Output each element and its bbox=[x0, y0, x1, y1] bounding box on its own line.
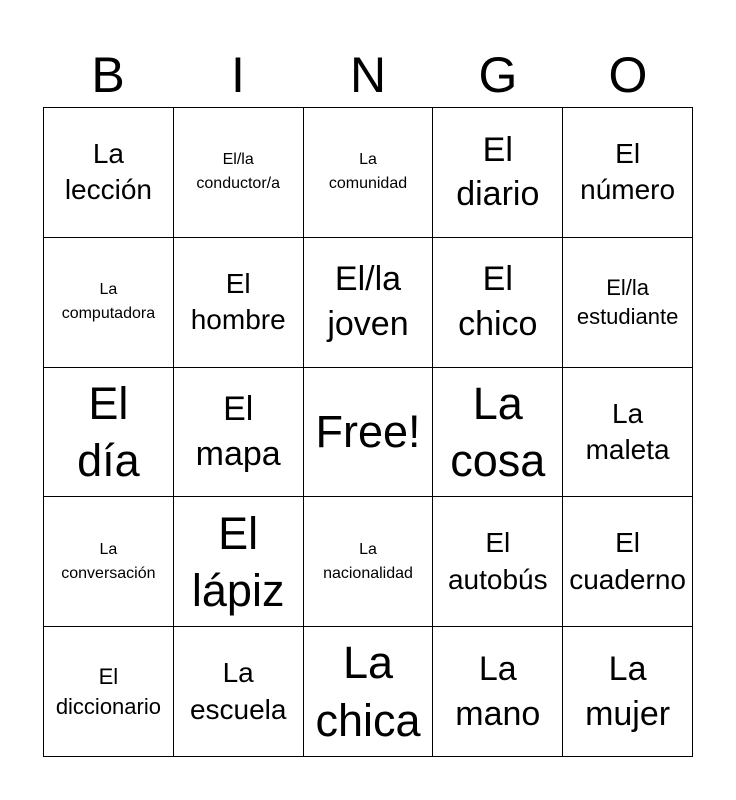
header-letter-n: N bbox=[349, 47, 387, 103]
bingo-cell[interactable] bbox=[563, 108, 693, 238]
bingo-cell[interactable] bbox=[304, 627, 434, 757]
bingo-cell[interactable] bbox=[174, 108, 304, 238]
header-letter-i: I bbox=[231, 47, 245, 103]
bingo-cell[interactable] bbox=[174, 627, 304, 757]
bingo-cell-label: El lápiz bbox=[191, 507, 285, 616]
bingo-cell-label: Free! bbox=[315, 406, 421, 458]
bingo-cell-label: El autobús bbox=[447, 527, 548, 595]
bingo-cell[interactable] bbox=[44, 108, 174, 238]
bingo-cell-label: El diario bbox=[456, 130, 540, 214]
bingo-cell[interactable] bbox=[433, 108, 563, 238]
bingo-cell-label: El/la conductor/a bbox=[196, 151, 280, 193]
bingo-cell-label: El cuaderno bbox=[569, 527, 686, 595]
bingo-cell[interactable] bbox=[304, 497, 434, 627]
bingo-cell[interactable] bbox=[44, 238, 174, 368]
bingo-cell-label: El diccionario bbox=[55, 663, 161, 719]
bingo-cell-label: La nacionalidad bbox=[323, 540, 413, 582]
bingo-cell[interactable] bbox=[304, 368, 434, 498]
bingo-cell[interactable] bbox=[433, 497, 563, 627]
bingo-cell-label: El mapa bbox=[195, 390, 281, 473]
bingo-cell[interactable] bbox=[563, 497, 693, 627]
header-letter-b: B bbox=[91, 47, 125, 103]
bingo-cell[interactable] bbox=[563, 368, 693, 498]
bingo-cell-label: El/la joven bbox=[327, 260, 409, 344]
bingo-cell[interactable] bbox=[44, 368, 174, 498]
header-letter-o: O bbox=[608, 47, 648, 103]
bingo-cell-label: La comunidad bbox=[328, 151, 408, 193]
bingo-cell-label: La escuela bbox=[189, 657, 287, 725]
bingo-cell[interactable] bbox=[563, 627, 693, 757]
bingo-cell-label: La cosa bbox=[450, 377, 546, 486]
bingo-cell-label: El número bbox=[580, 138, 676, 206]
bingo-cell[interactable] bbox=[304, 238, 434, 368]
bingo-cell-label: El hombre bbox=[190, 267, 286, 336]
bingo-cell-label: El/la estudiante bbox=[576, 274, 679, 330]
bingo-cell-label: La computadora bbox=[61, 281, 156, 323]
bingo-cell[interactable] bbox=[44, 627, 174, 757]
bingo-cell-label: La mujer bbox=[585, 649, 671, 733]
bingo-cell[interactable] bbox=[174, 368, 304, 498]
bingo-cell-label: La mano bbox=[455, 649, 541, 733]
header-letter-g: G bbox=[478, 47, 518, 103]
bingo-cell-label: La maleta bbox=[585, 397, 670, 465]
bingo-cell[interactable] bbox=[304, 108, 434, 238]
bingo-cell-label: La lección bbox=[64, 138, 152, 206]
bingo-board bbox=[43, 107, 693, 757]
bingo-cell-label: El chico bbox=[458, 260, 538, 344]
bingo-cell[interactable] bbox=[174, 238, 304, 368]
bingo-cell-label: La conversación bbox=[61, 540, 156, 582]
bingo-cell[interactable] bbox=[563, 238, 693, 368]
bingo-cell[interactable] bbox=[433, 627, 563, 757]
bingo-cell[interactable] bbox=[44, 497, 174, 627]
bingo-cell-label: El día bbox=[77, 377, 140, 486]
bingo-header bbox=[43, 44, 693, 106]
bingo-cell[interactable] bbox=[433, 368, 563, 498]
bingo-cell[interactable] bbox=[433, 238, 563, 368]
bingo-cell[interactable] bbox=[174, 497, 304, 627]
bingo-cell-label: La chica bbox=[315, 637, 421, 746]
